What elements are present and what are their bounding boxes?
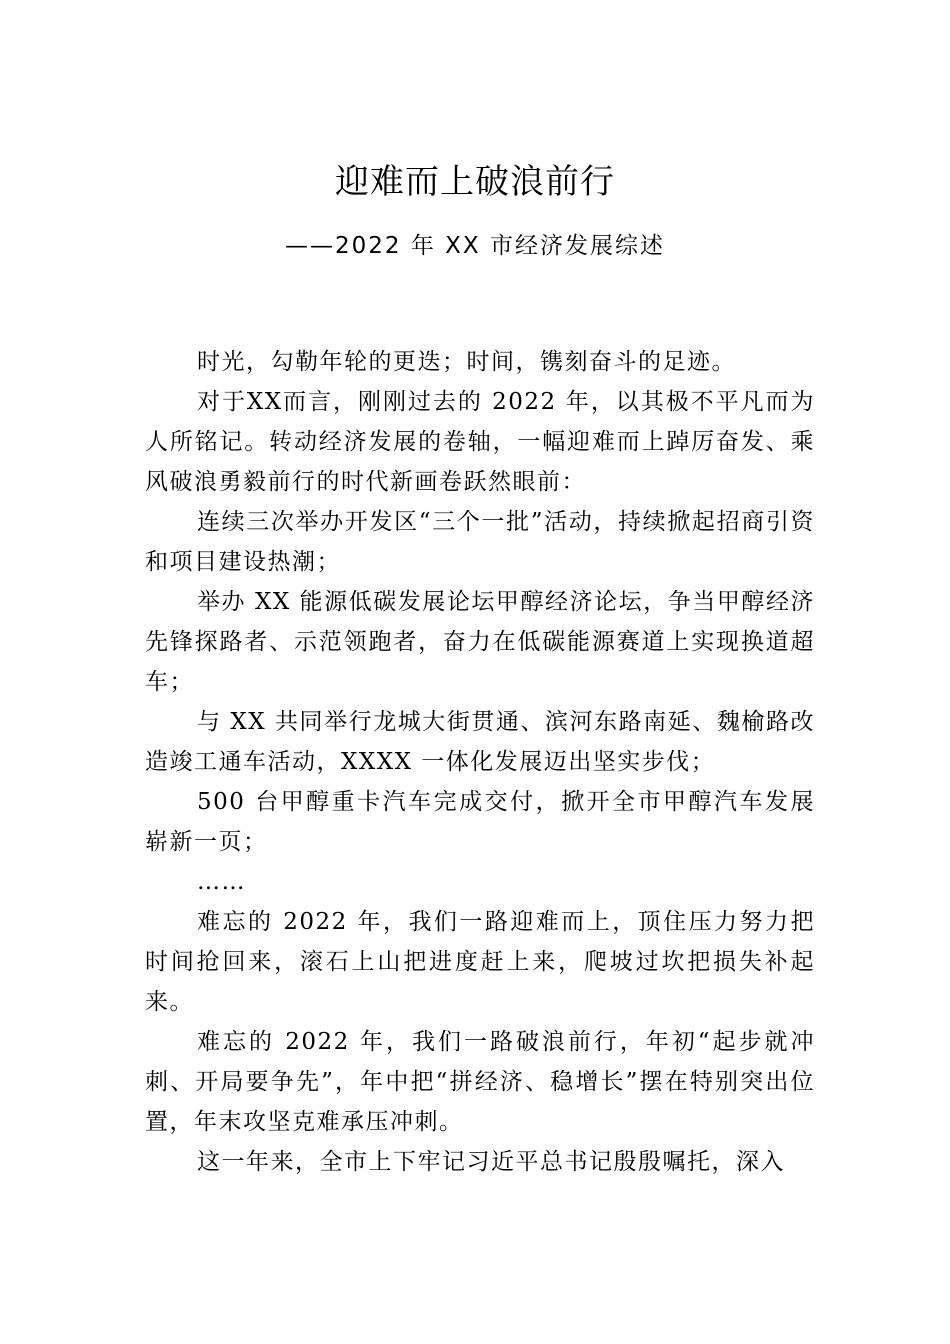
paragraph-ellipsis: …… xyxy=(197,869,246,895)
paragraph: 对于XX而言，刚刚过去的 2022 年，以其极不平凡而为人所铭记。转动经济发展的卷轴，一幅迎难而上踔厉奋发、乘风破浪勇毅前行的时代新画卷跃然眼前： xyxy=(145,389,815,495)
paragraph: 500 台甲醇重卡汽车完成交付，掀开全市甲醇汽车发展崭新一页； xyxy=(145,789,815,855)
paragraph: 时光，勾勒年轮的更迭；时间，镌刻奋斗的足迹。 xyxy=(197,349,736,375)
document-title: 迎难而上破浪前行 xyxy=(335,162,615,202)
paragraph: 难忘的 2022 年，我们一路迎难而上，顶住压力努力把时间抢回来，滚石上山把进度赶上来，爬坡过坎把损失补起来。 xyxy=(145,909,815,1015)
document-body xyxy=(145,342,815,1182)
paragraph: 连续三次举办开发区“三个一批”活动，持续掀起招商引资和项目建设热潮； xyxy=(145,509,815,575)
paragraph: 这一年来，全市上下牢记习近平总书记殷殷嘱托，深入 xyxy=(197,1149,785,1175)
paragraph: 难忘的 2022 年，我们一路破浪前行，年初“起步就冲刺、开局要争先”，年中把“拼经济、稳增长”摆在特别突出位置，年末攻坚克难承压冲刺。 xyxy=(145,1029,815,1135)
document-subtitle: ——2022 年 XX 市经济发展综述 xyxy=(285,233,665,259)
paragraph: 与 XX 共同举行龙城大街贯通、滨河东路南延、魏榆路改造竣工通车活动，XXXX 一体化发展迈出坚实步伐； xyxy=(145,709,815,775)
paragraph: 举办 XX 能源低碳发展论坛甲醇经济论坛，争当甲醇经济先锋探路者、示范领跑者，奋力在低碳能源赛道上实现换道超车； xyxy=(145,589,815,695)
